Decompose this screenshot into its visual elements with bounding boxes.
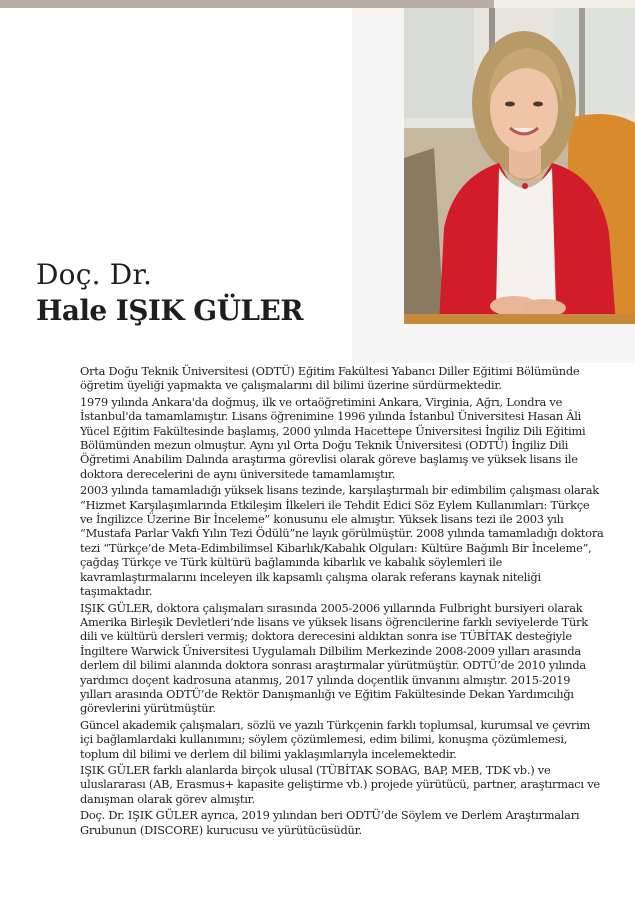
bio-paragraph: 1979 yılında Ankara'da doğmuş, ilk ve ortaöğretimini Ankara, Virginia, Ağrı, Londra ve İstanbul'da tamamlamıştır. Lisans öğrenimine 1996 yılında İstanbul Üniversitesi Hasan Âli Yücel Eğitim Fakültesinde başlamış, 2000 yılında Hacettepe Üniversitesi İngiliz Dili Eğitimi Bölümünden mezun olmuştur. Aynı yıl Orta Doğu Teknik Üniversitesi (ODTÜ) İngiliz Dili Öğretimi Anabilim Dalında araştırma görevlisi olarak göreve başlamış ve yüksek lisans ile doktora derecelerini de aynı üniversitede tamamlamıştır. — [80, 394, 586, 481]
bio-paragraph: Güncel akademik çalışmaları, sözlü ve yazılı Türkçenin farklı toplumsal, kurumsal ve çevrim içi bağlamlardaki kullanımını; söylem çözümlemesi, edim bilimi, konuşma çözümlemesi, toplum dil bilimi ve derlem dil bilimi yaklaşımlarıyla incelemektedir. — [80, 717, 591, 761]
bio-paragraph: Doç. Dr. IŞIK GÜLER ayrıca, 2019 yılından beri ODTÜ’de Söylem ve Derlem Araştırmaları Grubunun (DISCORE) kurucusu ve yürütücüsüdür. — [80, 808, 580, 837]
bio-paragraph: IŞIK GÜLER farklı alanlarda birçok ulusal (TÜBİTAK SOBAG, BAP, MEB, TDK vb.) ve uluslararası (AB, Erasmus+ kapasite geliştirme vb.) projede yürütücü, partner, araştırmacı ve danışman olarak görev almıştır. — [80, 762, 600, 806]
portrait-photo — [404, 8, 635, 324]
top-bar-accent — [494, 0, 635, 8]
bio-paragraph: 2003 yılında tamamladığı yüksek lisans tezinde, karşılaştırmalı bir edimbilim çalışması olarak “Hizmet Karşılaşımlarında Etkileşim İlkeleri ile Tehdit Edici Söz Eylem Kullanımları: Türkçe ve İngilizce Üzerine Bir İnceleme” konusunu ele almıştır. Yüksek lisans tezi ile 2003 yılı “Mustafa Parlar Vakfı Yılın Tezi Ödülü”ne layık görülmüştür. 2008 yılında tamamladığı doktora tezi “Türkçe’de Meta-Edimbilimsel Kibarlık/Kabalık Olguları: Kültüre Bağımlı Bir İnceleme”, çağdaş Türkçe ve Türk kültürü bağlamında kibarlık ve kabalık söylemleri ile kavramlaştırmalarını inceleyen ilk kapsamlı çalışma olarak referans kaynak niteliği taşımaktadır. — [80, 483, 604, 599]
bio-paragraph: IŞIK GÜLER, doktora çalışmaları sırasında 2005-2006 yıllarında Fulbright bursiyeri olarak Amerika Birleşik Devletleri’nde lisans ve yüksek lisans öğrencilerine farklı seviyelerde Türk dili ve kültürü dersleri vermiş; doktora derecesini aldıktan sonra ise TÜBİTAK desteğiyle İngiltere Warwick Üniversitesi Uygulamalı Dilbilim Merkezinde 2008-2009 yılları arasında derlem dil bilimi alanında doktora sonrası araştırmalar yürütmüştür. ODTÜ’de 2010 yılında yardımcı doçent kadrosuna atanmış, 2017 yılında doçentlik ünvanını almıştır. 2015-2019 yılları arasında ODTÜ’de Rektör Danışmanlığı ve Eğitim Fakültesinde Dekan Yardımcılığı görevlerini yürütmüştür. — [80, 600, 588, 716]
academic-title: Doç. Dr. — [36, 258, 153, 291]
bio-paragraph: Orta Doğu Teknik Üniversitesi (ODTÜ) Eğitim Fakültesi Yabancı Diller Eğitimi Bölümünde öğretim üyeliği yapmakta ve çalışmalarını dil bilimi üzerine sürdürmektedir. — [80, 364, 580, 393]
person-name: Hale IŞIK GÜLER — [36, 294, 303, 327]
biography — [80, 364, 604, 839]
